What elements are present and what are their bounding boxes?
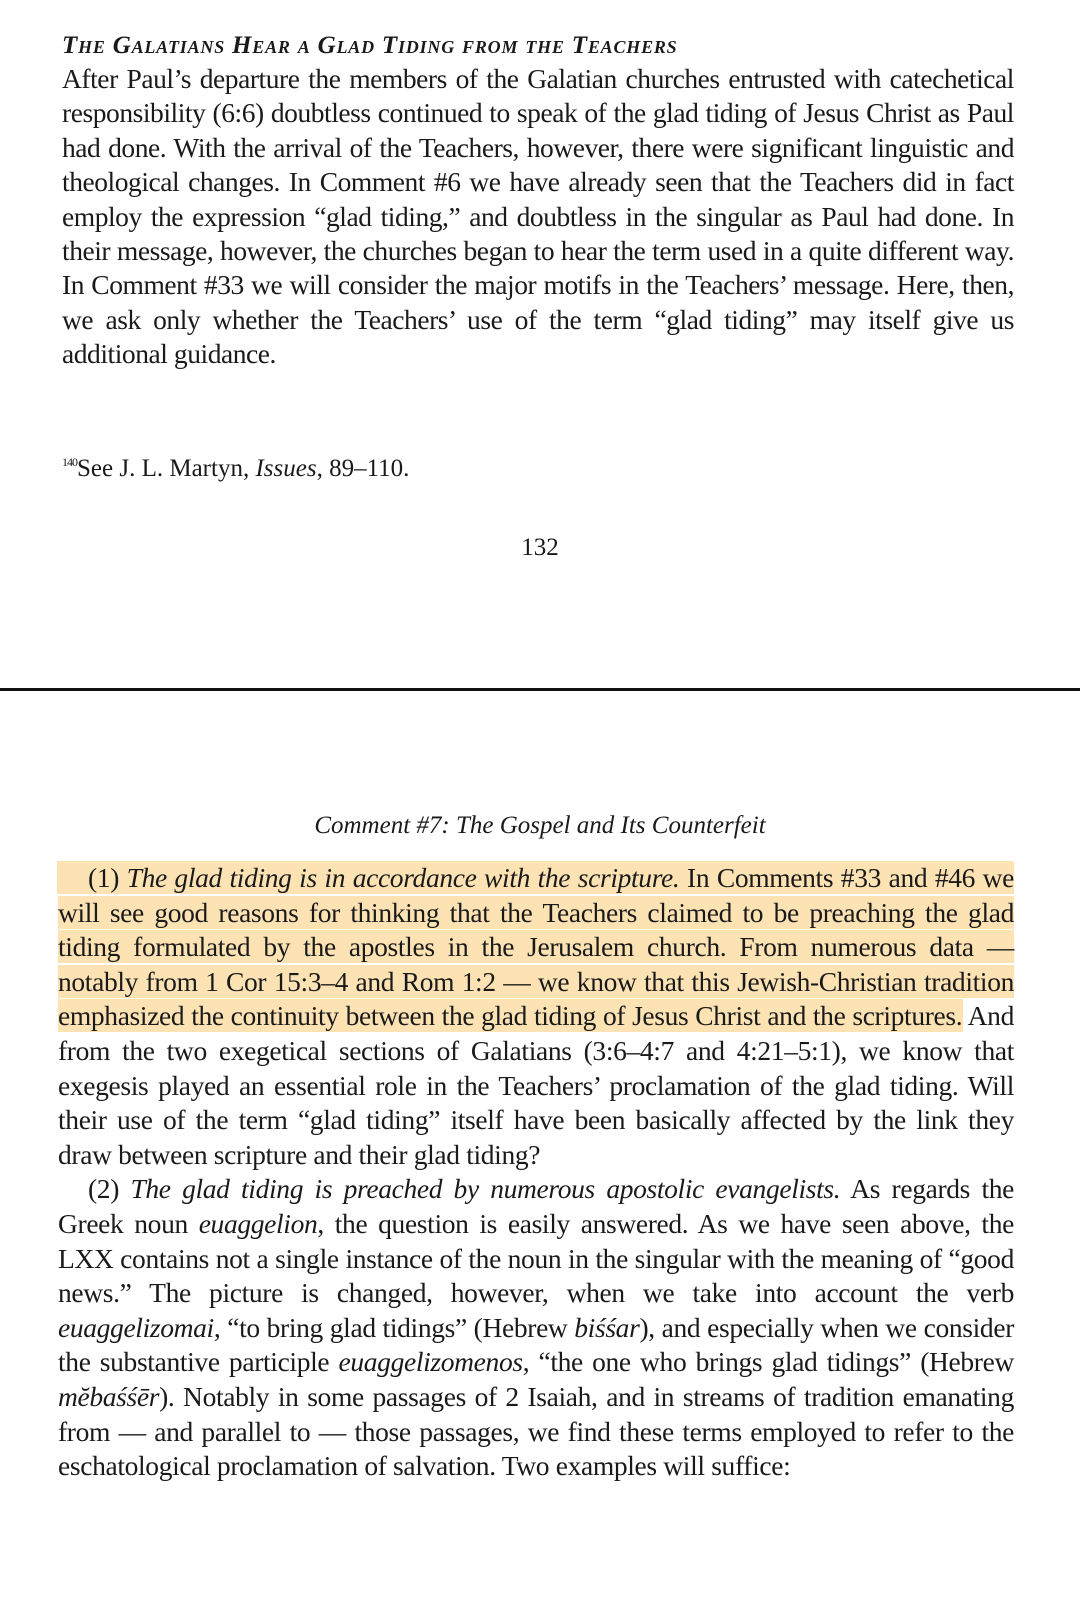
hebrew-term: mĕbaśśēr bbox=[58, 1380, 160, 1412]
text-run: , the question is easily answered. As we have seen above, the LXX contains not a single instance of the noun in the singular with the meaning of “good news.” The picture is changed, however, when we take into account the verb bbox=[58, 1207, 1014, 1309]
footnote-post: , 89–110. bbox=[316, 455, 410, 482]
greek-term: euaggelizomai bbox=[58, 1311, 214, 1343]
greek-term: euaggelion bbox=[198, 1207, 318, 1239]
footnote-pre: See J. L. Martyn, bbox=[77, 455, 256, 482]
text-run: As regards the Greek noun bbox=[58, 1173, 1014, 1239]
paragraph-1-number: (1) bbox=[88, 862, 127, 893]
text-run: , “the one who brings glad tidings” (Hebrew bbox=[522, 1346, 1014, 1378]
text-run: ). Notably in some passages of 2 Isaiah, and in streams of tradition emanating from — and parallel to — those passages, we find these terms employed to refer to the eschatological proclamation of salvation. Two examples will suffice: bbox=[58, 1380, 1014, 1482]
page-divider bbox=[0, 688, 1080, 691]
paragraph-1-highlighted-text: In Comments #33 and #46 we will see good reasons for thinking that the Teachers claimed to be preaching the glad tiding formulated by the apostles in the Jerusalem church. From numerous data — notably from 1 Cor 15:3–4 and Rom 1:2 — we know that this Jewish-Christian tradition emphasized the continuity between the glad tiding of Jesus Christ and the scriptures. bbox=[58, 862, 1014, 1032]
comment-title: Comment #7: The Gospel and Its Counterfeit bbox=[314, 812, 766, 839]
greek-term: euaggelizomenos bbox=[338, 1346, 523, 1378]
page-number: 132 bbox=[521, 534, 559, 561]
bottom-page bbox=[58, 861, 1014, 1484]
footnote-title: Issues bbox=[255, 455, 317, 482]
paragraph-2-number: (2) bbox=[88, 1173, 131, 1205]
hebrew-term: biśśar bbox=[574, 1311, 640, 1343]
text-run: ), and especially when we consider the substantive participle bbox=[58, 1311, 1014, 1378]
footnote-number: 140 bbox=[62, 455, 77, 469]
paragraph-1-rest: And from the two exegetical sections of Galatians (3:6–4:7 and 4:21–5:1), we know that exegesis played an essential role in the Teachers’ proclamation of the glad tiding. Will their use of the term “glad tiding” itself have been basically affected by the link they draw between scripture and their glad tiding? bbox=[58, 1000, 1014, 1170]
top-page bbox=[62, 30, 1014, 372]
paragraph-2-title: The glad tiding is preached by numerous apostolic evangelists. bbox=[130, 1173, 841, 1205]
section-heading: The Galatians Hear a Glad Tiding from the Teachers bbox=[62, 32, 678, 59]
paragraph-2 bbox=[58, 1172, 1014, 1483]
paragraph-1-title: The glad tiding is in accordance with the scripture. bbox=[126, 862, 680, 893]
body-paragraph: After Paul’s departure the members of the Galatian churches entrusted with catechetical responsibility (6:6) doubtless continued to speak of the glad tiding of Jesus Christ as Paul had done. With the arrival of the Teachers, however, there were significant linguistic and theological changes. In Comment #6 we have already seen that the Teachers did in fact employ the expression “glad tiding,” and doubtless in the singular as Paul had done. In their message, however, the churches began to hear the term used in a quite different way. In Comment #33 we will consider the major motifs in the Teachers’ message. Here, then, we ask only whether the Teachers’ use of the term “glad tiding” may itself give us additional guidance. bbox=[62, 63, 1014, 370]
footnote bbox=[62, 446, 409, 485]
text-run: , “to bring glad tidings” (Hebrew bbox=[213, 1311, 575, 1343]
paragraph-1 bbox=[58, 861, 1014, 1172]
highlighted-passage bbox=[58, 862, 1014, 1031]
